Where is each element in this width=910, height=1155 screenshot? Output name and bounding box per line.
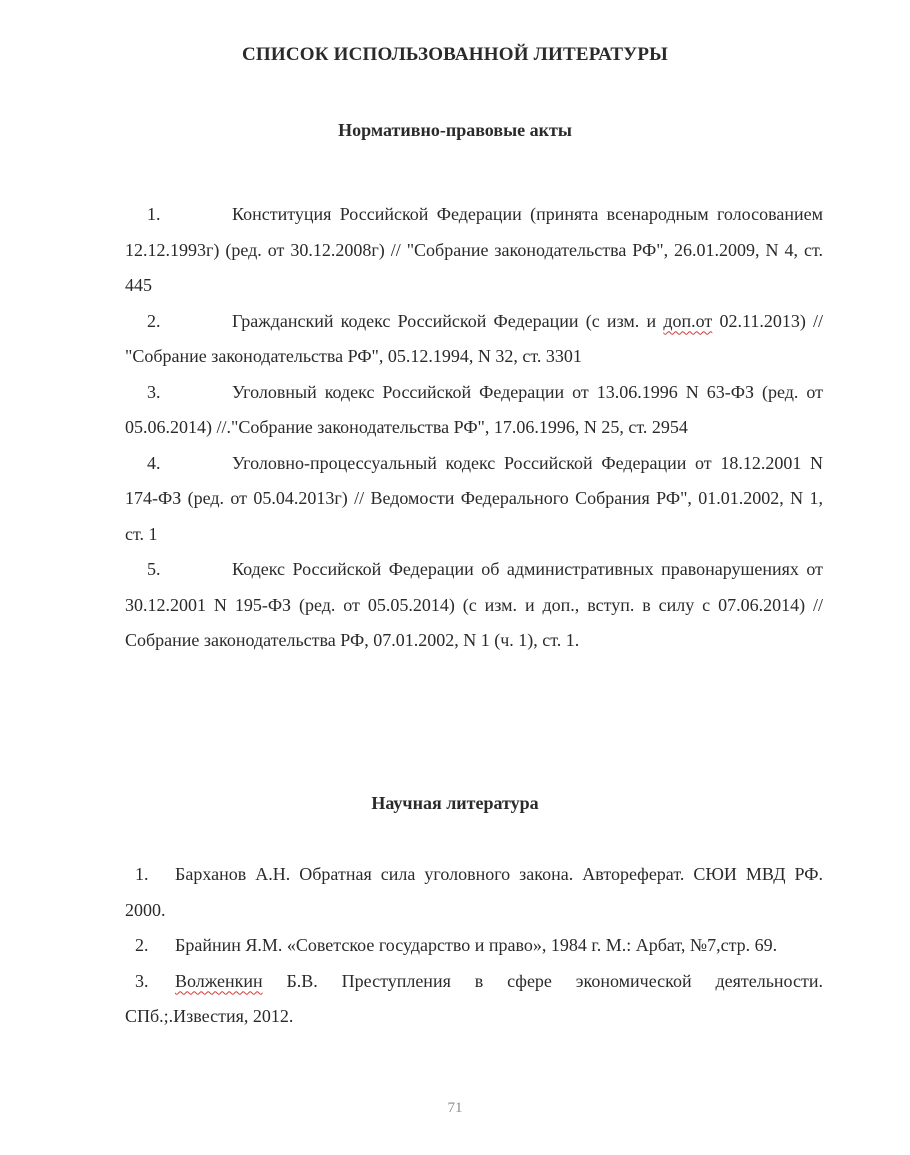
section-heading-science: Научная литература bbox=[371, 793, 539, 813]
spellcheck-marked-word: доп.от bbox=[663, 310, 713, 331]
item-number: 3. bbox=[135, 970, 149, 991]
item-text: Барханов А.Н. Обратная сила уголовного закона. Автореферат. СЮИ МВД РФ. 2000. bbox=[125, 864, 823, 920]
section-heading-legal: Нормативно-правовые акты bbox=[338, 120, 572, 140]
list-item bbox=[125, 304, 823, 375]
item-number: 3. bbox=[147, 381, 161, 402]
spellcheck-marked-word: Волженкин bbox=[175, 970, 263, 991]
item-text: Гражданский кодекс Российской Федерации (с изм. и bbox=[232, 310, 664, 331]
item-text-continued: 02.11.2013) // "Собрание законодательства РФ", 05.12.1994, N 32, ст. 3301 bbox=[125, 310, 824, 366]
list-item bbox=[125, 446, 823, 553]
item-text: Уголовный кодекс Российской Федерации от 13.06.1996 N 63-ФЗ (ред. от 05.06.2014) //."Собрание законодательства РФ", 17.06.1996, N 25, ст. 2954 bbox=[125, 381, 823, 437]
page-number: 71 bbox=[447, 1100, 463, 1116]
list-item bbox=[125, 964, 823, 1035]
item-number: 2. bbox=[147, 310, 161, 331]
item-number: 4. bbox=[147, 452, 161, 473]
item-number: 2. bbox=[135, 935, 149, 955]
item-number: 1. bbox=[147, 204, 161, 224]
item-text-continued: Б.В. Преступления в сфере экономической деятельности. СПб.;.Известия, 2012. bbox=[125, 970, 823, 1026]
list-item bbox=[125, 197, 823, 304]
item-text: Уголовно-процессуальный кодекс Российской Федерации от 18.12.2001 N 174-ФЗ (ред. от 05.04.2013г) // Ведомости Федерального Собрания РФ", 01.01.2002, N 1, ст. 1 bbox=[125, 452, 823, 544]
item-text: Конституция Российской Федерации (принята всенародным голосованием 12.12.1993г) (ред. от 30.12.2008г) // "Собрание законодательства РФ", 26.01.2009, N 4, ст. 445 bbox=[125, 204, 823, 295]
list-item bbox=[125, 857, 823, 928]
page-title: СПИСОК ИСПОЛЬЗОВАННОЙ ЛИТЕРАТУРЫ bbox=[241, 44, 669, 65]
list-item bbox=[125, 552, 823, 659]
item-text: Брайнин Я.М. «Советское государство и право», 1984 г. М.: Арбат, №7,стр. 69. bbox=[175, 935, 778, 955]
item-number: 5. bbox=[147, 559, 161, 579]
scientific-literature-list bbox=[125, 857, 823, 1035]
list-item bbox=[125, 928, 823, 964]
item-number: 1. bbox=[135, 864, 149, 884]
list-item bbox=[125, 375, 823, 446]
item-text: Кодекс Российской Федерации об административных правонарушениях от 30.12.2001 N 195-ФЗ (ред. от 05.05.2014) (с изм. и доп., вступ. в силу с 07.06.2014) // Собрание законодательства РФ, 07.01.2002, N 1 (ч. 1), ст. 1. bbox=[125, 559, 823, 650]
legal-acts-list bbox=[125, 197, 823, 659]
